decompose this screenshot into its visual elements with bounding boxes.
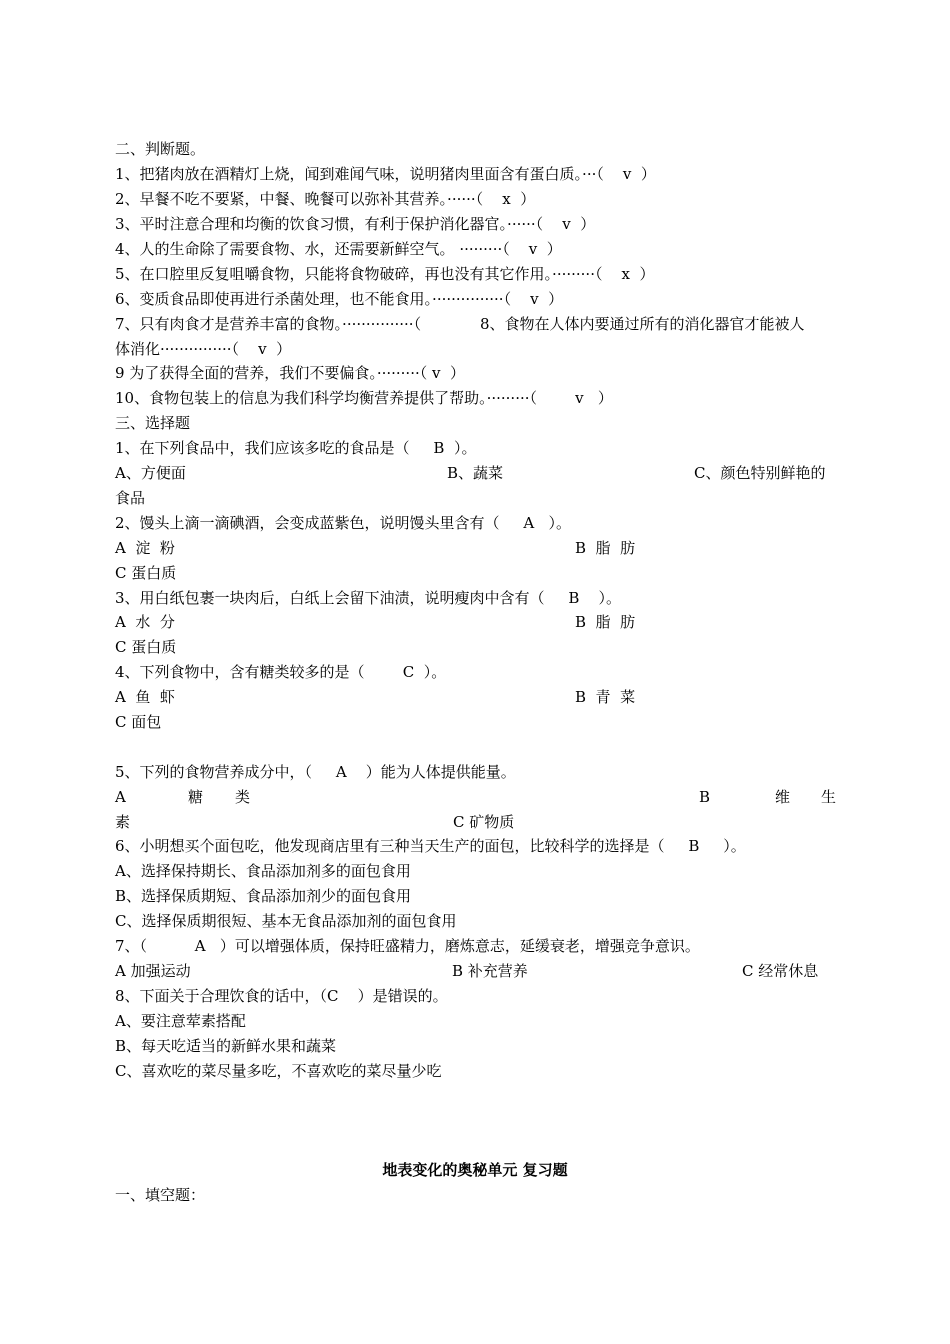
- choice-6-option-c: C、选择保质期很短、基本无食品添加剂的面包食用: [115, 912, 457, 930]
- choice-question-5: 5、下列的食物营养成分中，（ A ）能为人体提供能量。: [115, 763, 516, 781]
- choice-2-option-c: C 蛋白质: [115, 564, 177, 582]
- choice-7-option-c: C 经常休息: [742, 962, 819, 980]
- choice-7-option-b: B 补充营养: [452, 962, 528, 980]
- choice-2-option-a: A 淀 粉: [115, 539, 175, 557]
- choice-5-option-b-continued: 素: [115, 813, 131, 831]
- judge-question-1: 1、把猪肉放在酒精灯上烧，闻到难闻气味，说明猪肉里面含有蛋白质。···（ v ）: [115, 165, 656, 183]
- choice-1-option-a: A、方便面: [115, 464, 186, 482]
- choice-4-option-a: A 鱼 虾: [115, 688, 175, 706]
- choice-question-7: 7、（ A ）可以增强体质，保持旺盛精力，磨炼意志，延缓衰老，增强竞争意识。: [115, 937, 700, 955]
- choice-4-option-c: C 面包: [115, 713, 162, 731]
- choice-heading: 三、选择题: [115, 414, 191, 432]
- choice-3-option-a: A 水 分: [115, 613, 175, 631]
- choice-question-6: 6、小明想买个面包吃，他发现商店里有三种当天生产的面包，比较科学的选择是（ B ）。: [115, 837, 746, 855]
- choice-5-option-a-letter: A: [115, 788, 126, 806]
- choice-1-option-c-continued: 食品: [115, 489, 146, 507]
- choice-question-1: 1、在下列食品中，我们应该多吃的食品是（ B ）。: [115, 439, 477, 457]
- choice-5-option-b-char-1: 维: [775, 788, 791, 806]
- choice-question-4: 4、下列食物中，含有糖类较多的是（ C ）。: [115, 663, 447, 681]
- judge-question-5: 5、在口腔里反复咀嚼食物，只能将食物破碎，再也没有其它作用。·········（ x ）: [115, 265, 655, 283]
- judge-question-7: 7、只有肉食才是营养丰富的食物。···············（: [115, 315, 422, 333]
- choice-1-option-c: C、颜色特别鲜艳的: [694, 464, 826, 482]
- fill-blank-heading: 一、填空题：: [115, 1186, 206, 1204]
- choice-5-option-a-char-1: 糖: [188, 788, 204, 806]
- choice-3-option-c: C 蛋白质: [115, 638, 177, 656]
- choice-6-option-b: B、选择保质期短、食品添加剂少的面包食用: [115, 887, 412, 905]
- choice-2-option-b: B 脂 肪: [575, 539, 636, 557]
- judge-question-4: 4、人的生命除了需要食物、水，还需要新鲜空气。 ·········（ v ）: [115, 240, 562, 258]
- choice-6-option-a: A、选择保持期长、食品添加剂多的面包食用: [115, 862, 411, 880]
- choice-5-option-c: C 矿物质: [453, 813, 515, 831]
- section-title: 地表变化的奥秘单元 复习题: [382, 1161, 568, 1179]
- choice-3-option-b: B 脂 肪: [575, 613, 636, 631]
- judge-question-8: 8、食物在人体内要通过所有的消化器官才能被人: [480, 315, 805, 333]
- choice-1-option-b: B、蔬菜: [447, 464, 504, 482]
- choice-question-2: 2、馒头上滴一滴碘酒，会变成蓝紫色，说明馒头里含有（ A ）。: [115, 514, 572, 532]
- choice-7-option-a: A 加强运动: [115, 962, 191, 980]
- choice-5-option-b-char-2: 生: [821, 788, 837, 806]
- choice-question-8: 8、下面关于合理饮食的话中，（C ）是错误的。: [115, 987, 448, 1005]
- judge-question-2: 2、早餐不吃不要紧，中餐、晚餐可以弥补其营养。······（ x ）: [115, 190, 536, 208]
- judge-question-10: 10、食物包装上的信息为我们科学均衡营养提供了帮助。·········（ v ）: [115, 389, 613, 407]
- choice-8-option-b: B、每天吃适当的新鲜水果和蔬菜: [115, 1037, 337, 1055]
- judge-question-3: 3、平时注意合理和均衡的饮食习惯，有利于保护消化器官。······（ v ）: [115, 215, 596, 233]
- judge-question-6: 6、变质食品即使再进行杀菌处理，也不能食用。···············（ v ）: [115, 290, 564, 308]
- judge-question-9: 9 为了获得全面的营养，我们不要偏食。·········（ v ）: [115, 364, 466, 382]
- choice-5-option-b-letter: B: [699, 788, 711, 806]
- judge-heading: 二、判断题。: [115, 140, 206, 158]
- judge-question-8-continued: 体消化···············（ v ）: [115, 340, 292, 358]
- choice-8-option-c: C、喜欢吃的菜尽量多吃，不喜欢吃的菜尽量少吃: [115, 1062, 442, 1080]
- choice-4-option-b: B 青 菜: [575, 688, 636, 706]
- choice-5-option-a-char-2: 类: [235, 788, 251, 806]
- choice-question-3: 3、用白纸包裹一块肉后，白纸上会留下油渍，说明瘦肉中含有（ B ）。: [115, 589, 621, 607]
- choice-8-option-a: A、要注意荤素搭配: [115, 1012, 246, 1030]
